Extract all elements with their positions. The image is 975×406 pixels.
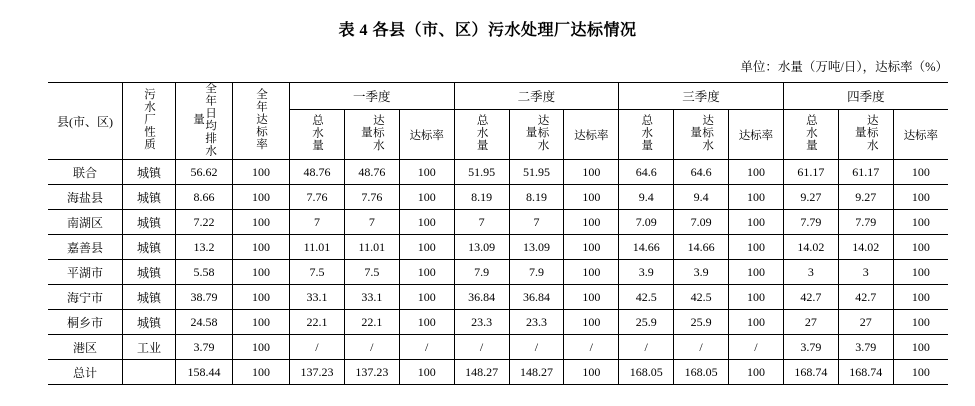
table-row — [48, 285, 948, 310]
cell-annual-rate: 100 — [233, 235, 290, 260]
cell-q4-rate: 100 — [893, 160, 948, 185]
cell-region: 平湖市 — [48, 260, 123, 285]
cell-q4-total: 168.74 — [783, 360, 838, 385]
cell-q1-rate: 100 — [399, 210, 454, 235]
cell-q4-rate: 100 — [893, 210, 948, 235]
cell-q1-rate: 100 — [399, 260, 454, 285]
cell-q3-rate: 100 — [729, 235, 784, 260]
cell-q1-rate: 100 — [399, 235, 454, 260]
table-row — [48, 160, 948, 185]
cell-region: 港区 — [48, 335, 123, 360]
cell-annual-rate: 100 — [233, 335, 290, 360]
cell-q2-total: 148.27 — [454, 360, 509, 385]
cell-q3-total: 42.5 — [619, 285, 674, 310]
cell-q2-rate: 100 — [564, 360, 619, 385]
cell-q3-rate: 100 — [729, 210, 784, 235]
unit-note: 单位：水量（万吨/日），达标率（%） — [740, 60, 948, 74]
cell-q2-std: 51.95 — [509, 160, 564, 185]
cell-q2-rate: / — [564, 335, 619, 360]
cell-type — [123, 360, 176, 385]
cell-q1-total: 137.23 — [290, 360, 345, 385]
cell-q1-total: 48.76 — [290, 160, 345, 185]
cell-q3-rate: 100 — [729, 160, 784, 185]
sewage-plant-compliance-table — [48, 82, 948, 385]
header-annual-average-discharge: 全年日均排水量 — [176, 83, 233, 160]
cell-q1-std: 11.01 — [344, 235, 399, 260]
cell-q2-total: 13.09 — [454, 235, 509, 260]
cell-q2-rate: 100 — [564, 235, 619, 260]
header-q1-total-water: 总水量 — [290, 110, 345, 160]
cell-q2-std: 7 — [509, 210, 564, 235]
cell-q2-std: 13.09 — [509, 235, 564, 260]
header-q3-total-water: 总水量 — [619, 110, 674, 160]
cell-q1-std: 137.23 — [344, 360, 399, 385]
cell-q3-rate: / — [729, 335, 784, 360]
header-region: 县(市、区) — [48, 83, 123, 160]
table-body — [48, 160, 948, 385]
cell-q3-total: 9.4 — [619, 185, 674, 210]
header-q2-std-water: 达标水量 — [509, 110, 564, 160]
cell-q1-rate: 100 — [399, 310, 454, 335]
cell-q4-std: 3.79 — [838, 335, 893, 360]
cell-q4-total: 7.79 — [783, 210, 838, 235]
cell-q1-rate: 100 — [399, 360, 454, 385]
cell-q2-total: 23.3 — [454, 310, 509, 335]
cell-region: 南湖区 — [48, 210, 123, 235]
cell-q3-std: 7.09 — [674, 210, 729, 235]
cell-annual-avg: 5.58 — [176, 260, 233, 285]
cell-q3-rate: 100 — [729, 185, 784, 210]
cell-type: 城镇 — [123, 210, 176, 235]
table-row — [48, 310, 948, 335]
cell-q2-total: 7 — [454, 210, 509, 235]
cell-q3-rate: 100 — [729, 260, 784, 285]
cell-q2-total: 7.9 — [454, 260, 509, 285]
cell-q2-rate: 100 — [564, 160, 619, 185]
header-quarter-4: 四季度 — [783, 83, 948, 110]
cell-q4-std: 9.27 — [838, 185, 893, 210]
cell-q3-total: / — [619, 335, 674, 360]
header-quarter-3: 三季度 — [619, 83, 784, 110]
cell-q1-std: / — [344, 335, 399, 360]
cell-region: 海盐县 — [48, 185, 123, 210]
cell-q4-std: 168.74 — [838, 360, 893, 385]
cell-q4-total: 9.27 — [783, 185, 838, 210]
header-q4-std-water: 达标水量 — [838, 110, 893, 160]
cell-type: 城镇 — [123, 310, 176, 335]
cell-region: 嘉善县 — [48, 235, 123, 260]
cell-annual-rate: 100 — [233, 310, 290, 335]
cell-annual-avg: 56.62 — [176, 160, 233, 185]
cell-annual-avg: 13.2 — [176, 235, 233, 260]
cell-annual-rate: 100 — [233, 260, 290, 285]
cell-q3-std: 168.05 — [674, 360, 729, 385]
cell-q2-std: 7.9 — [509, 260, 564, 285]
cell-q2-std: 8.19 — [509, 185, 564, 210]
cell-type: 城镇 — [123, 235, 176, 260]
cell-q1-total: 7.76 — [290, 185, 345, 210]
cell-q4-total: 3.79 — [783, 335, 838, 360]
cell-annual-avg: 158.44 — [176, 360, 233, 385]
cell-q4-std: 3 — [838, 260, 893, 285]
table-container — [0, 75, 975, 385]
cell-q4-rate: 100 — [893, 235, 948, 260]
cell-q2-rate: 100 — [564, 185, 619, 210]
header-quarter-1: 一季度 — [290, 83, 455, 110]
cell-q4-total: 14.02 — [783, 235, 838, 260]
cell-q4-rate: 100 — [893, 360, 948, 385]
cell-region: 总计 — [48, 360, 123, 385]
cell-q4-rate: 100 — [893, 285, 948, 310]
cell-q4-std: 42.7 — [838, 285, 893, 310]
cell-q1-rate: 100 — [399, 185, 454, 210]
cell-q4-rate: 100 — [893, 260, 948, 285]
cell-annual-avg: 24.58 — [176, 310, 233, 335]
header-row-top — [48, 83, 948, 110]
cell-q4-std: 61.17 — [838, 160, 893, 185]
cell-type: 城镇 — [123, 160, 176, 185]
header-annual-compliance-rate: 全年达标率 — [233, 83, 290, 160]
cell-q2-rate: 100 — [564, 310, 619, 335]
page-title: 表 4 各县（市、区）污水处理厂达标情况 — [338, 22, 637, 39]
header-plant-type: 污水厂性质 — [123, 83, 176, 160]
header-q4-rate: 达标率 — [893, 110, 948, 160]
cell-q4-std: 27 — [838, 310, 893, 335]
cell-annual-avg: 3.79 — [176, 335, 233, 360]
cell-q2-total: 8.19 — [454, 185, 509, 210]
header-quarter-2: 二季度 — [454, 83, 619, 110]
cell-q1-std: 7.5 — [344, 260, 399, 285]
cell-q2-rate: 100 — [564, 210, 619, 235]
cell-q2-std: 23.3 — [509, 310, 564, 335]
cell-q3-std: 3.9 — [674, 260, 729, 285]
table-row — [48, 260, 948, 285]
cell-q4-rate: 100 — [893, 335, 948, 360]
cell-q3-total: 25.9 — [619, 310, 674, 335]
cell-q1-rate: 100 — [399, 160, 454, 185]
header-q2-total-water: 总水量 — [454, 110, 509, 160]
cell-q4-std: 7.79 — [838, 210, 893, 235]
cell-q1-std: 7.76 — [344, 185, 399, 210]
cell-q1-std: 7 — [344, 210, 399, 235]
table-header — [48, 83, 948, 160]
cell-q4-rate: 100 — [893, 185, 948, 210]
cell-q1-rate: / — [399, 335, 454, 360]
cell-q3-total: 7.09 — [619, 210, 674, 235]
cell-region: 桐乡市 — [48, 310, 123, 335]
table-row — [48, 335, 948, 360]
header-q1-std-water: 达标水量 — [344, 110, 399, 160]
cell-q2-std: 36.84 — [509, 285, 564, 310]
cell-annual-rate: 100 — [233, 160, 290, 185]
cell-q3-std: 14.66 — [674, 235, 729, 260]
cell-q3-total: 168.05 — [619, 360, 674, 385]
table-row — [48, 210, 948, 235]
cell-q1-std: 48.76 — [344, 160, 399, 185]
header-q2-rate: 达标率 — [564, 110, 619, 160]
header-q3-std-water: 达标水量 — [674, 110, 729, 160]
cell-q1-std: 33.1 — [344, 285, 399, 310]
cell-q3-total: 14.66 — [619, 235, 674, 260]
cell-region: 联合 — [48, 160, 123, 185]
cell-q1-total: 22.1 — [290, 310, 345, 335]
cell-type: 城镇 — [123, 185, 176, 210]
cell-q4-total: 3 — [783, 260, 838, 285]
cell-q2-total: 51.95 — [454, 160, 509, 185]
cell-q3-std: 64.6 — [674, 160, 729, 185]
cell-type: 城镇 — [123, 260, 176, 285]
table-row-total — [48, 360, 948, 385]
cell-q4-total: 27 — [783, 310, 838, 335]
cell-q1-rate: 100 — [399, 285, 454, 310]
cell-q3-std: 42.5 — [674, 285, 729, 310]
cell-q3-total: 3.9 — [619, 260, 674, 285]
cell-annual-rate: 100 — [233, 285, 290, 310]
cell-q1-total: / — [290, 335, 345, 360]
cell-q2-total: 36.84 — [454, 285, 509, 310]
cell-q2-std: / — [509, 335, 564, 360]
cell-annual-rate: 100 — [233, 185, 290, 210]
cell-q4-total: 42.7 — [783, 285, 838, 310]
cell-q2-total: / — [454, 335, 509, 360]
cell-annual-rate: 100 — [233, 210, 290, 235]
cell-q4-std: 14.02 — [838, 235, 893, 260]
cell-q2-rate: 100 — [564, 260, 619, 285]
cell-q1-std: 22.1 — [344, 310, 399, 335]
cell-q3-std: 25.9 — [674, 310, 729, 335]
cell-q1-total: 11.01 — [290, 235, 345, 260]
cell-q1-total: 33.1 — [290, 285, 345, 310]
table-row — [48, 185, 948, 210]
cell-q3-rate: 100 — [729, 360, 784, 385]
header-q1-rate: 达标率 — [399, 110, 454, 160]
cell-q2-rate: 100 — [564, 285, 619, 310]
header-q3-rate: 达标率 — [729, 110, 784, 160]
cell-q4-total: 61.17 — [783, 160, 838, 185]
cell-annual-avg: 38.79 — [176, 285, 233, 310]
cell-annual-avg: 8.66 — [176, 185, 233, 210]
cell-q3-rate: 100 — [729, 310, 784, 335]
cell-q3-total: 64.6 — [619, 160, 674, 185]
cell-q1-total: 7 — [290, 210, 345, 235]
table-row — [48, 235, 948, 260]
cell-q4-rate: 100 — [893, 310, 948, 335]
cell-annual-avg: 7.22 — [176, 210, 233, 235]
cell-q3-rate: 100 — [729, 285, 784, 310]
cell-q2-std: 148.27 — [509, 360, 564, 385]
cell-region: 海宁市 — [48, 285, 123, 310]
cell-q3-std: / — [674, 335, 729, 360]
cell-q1-total: 7.5 — [290, 260, 345, 285]
cell-type: 工业 — [123, 335, 176, 360]
cell-type: 城镇 — [123, 285, 176, 310]
header-q4-total-water: 总水量 — [783, 110, 838, 160]
cell-q3-std: 9.4 — [674, 185, 729, 210]
cell-annual-rate: 100 — [233, 360, 290, 385]
